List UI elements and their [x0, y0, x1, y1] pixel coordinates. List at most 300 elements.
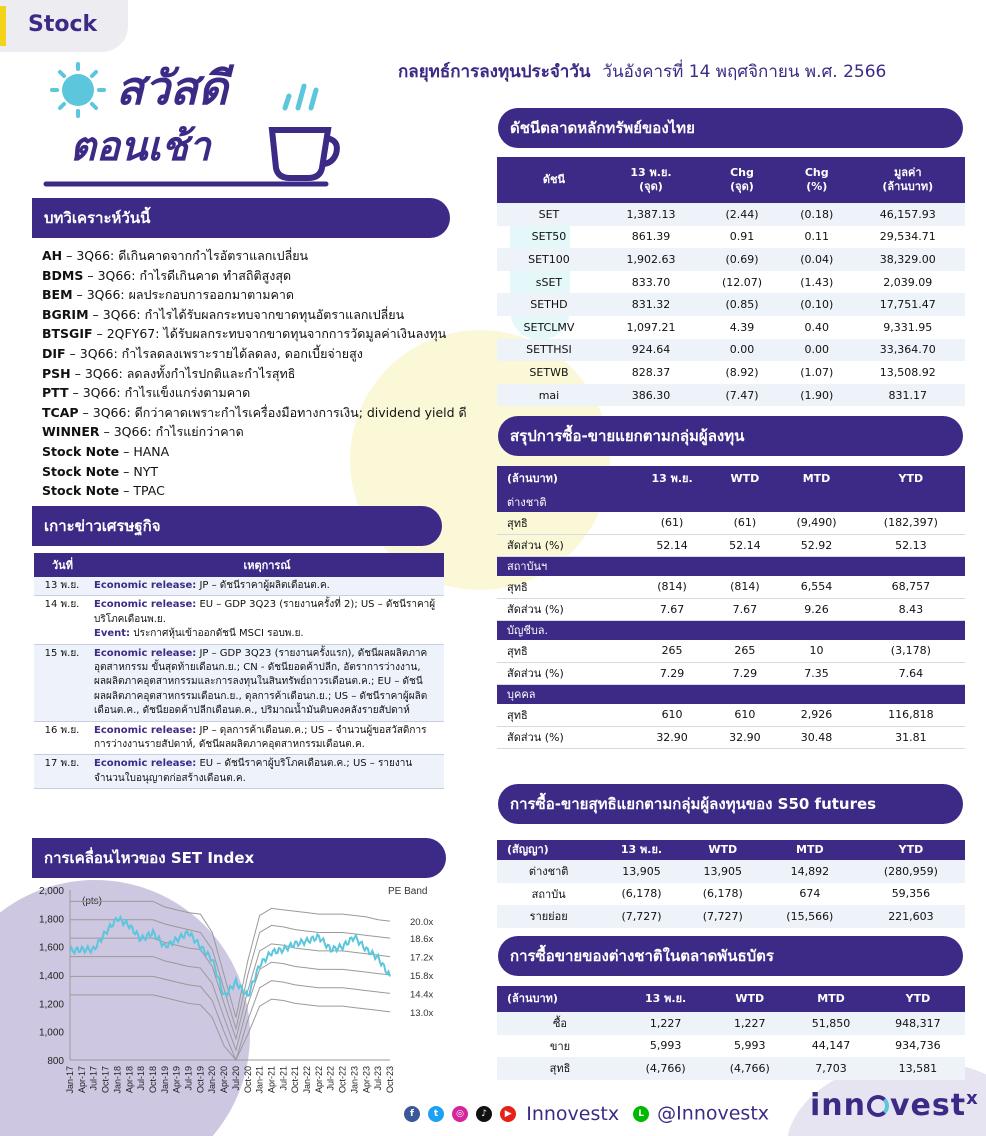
market-table-wrap	[497, 157, 965, 406]
cell-value: 386.30	[601, 384, 701, 407]
cell-value: (12.07)	[721, 275, 763, 289]
flows-section-title: สรุปการซื้อ-ขายแยกตามกลุ่มผู้ลงทุน	[510, 427, 745, 445]
cell-value: 4.39	[729, 320, 755, 334]
row-label: สุทธิ	[497, 576, 631, 598]
table-row	[497, 598, 965, 620]
col-header: 13 พ.ย.	[600, 840, 682, 860]
category-tag-accent	[0, 6, 6, 46]
col-header	[701, 157, 783, 203]
cell-value: 32.90	[713, 726, 776, 748]
cell-value: 948,317	[871, 1012, 965, 1035]
logo-line1: สวัสดี	[116, 61, 228, 115]
cell-value: (6,178)	[702, 887, 743, 901]
col-header: (ล้านบาท)	[497, 986, 623, 1012]
analysis-item[interactable]	[42, 442, 472, 462]
x-tick-label: Jan-22	[302, 1066, 313, 1094]
analysis-item-code: BTSGIF	[42, 326, 93, 342]
analysis-item[interactable]	[42, 481, 472, 501]
cell-value: 0.00	[701, 339, 783, 362]
x-tick-label: Apr-18	[124, 1066, 135, 1094]
cell-value: (7,727)	[683, 905, 763, 928]
col-header: WTD	[713, 466, 776, 492]
cell-value: 33,364.70	[851, 339, 965, 362]
table-row	[497, 662, 965, 684]
social-handle[interactable]: Innovestx	[526, 1102, 620, 1125]
table-row	[497, 726, 965, 748]
investor-flows-table	[497, 466, 965, 749]
col-header: MTD	[776, 466, 856, 492]
cell-value: 610	[631, 704, 714, 726]
analysis-item-code: Stock Note	[42, 483, 120, 499]
col-header: MTD	[791, 986, 871, 1012]
econ-section-header	[32, 506, 442, 546]
analysis-item-code: WINNER	[42, 424, 100, 440]
table-row	[497, 361, 965, 384]
col-header-line2: (จุด)	[639, 180, 663, 193]
x-tick-label: Jul-20	[230, 1066, 241, 1091]
pe-band-label: 14.4x	[410, 989, 434, 1001]
econ-event	[90, 721, 444, 755]
cell-value: 38,329.00	[851, 248, 965, 271]
cell-value: 8.43	[857, 598, 965, 620]
x-tick-label: Jan-23	[349, 1066, 360, 1094]
cell-value: (0.69)	[701, 248, 783, 271]
analysis-item[interactable]	[42, 285, 472, 305]
econ-release-label: Economic release:	[94, 580, 197, 591]
legend-title: PE Band	[388, 886, 428, 897]
table-row	[497, 512, 965, 534]
analysis-item-text: 3Q66: กำไรลดลงเพราะรายได้ลดลง, ดอกเบี้ยจ่ายสูง	[79, 345, 363, 361]
cell-value: (0.04)	[783, 248, 851, 271]
table-row	[497, 576, 965, 598]
analysis-item-text: 3Q66: กำไรได้รับผลกระทบจากขาดทุนอัตราแลกเปลี่ยน	[102, 306, 405, 322]
econ-release-label: Economic release:	[94, 599, 197, 611]
cell-value: 861.39	[631, 230, 671, 244]
set-index-chart	[0, 880, 470, 1100]
cell-value: (3,178)	[857, 640, 965, 662]
econ-release-label: Economic release:	[94, 647, 197, 659]
x-tick-label: Apr-21	[266, 1066, 277, 1094]
cell-value: 0.40	[804, 320, 829, 334]
brand-o-icon	[867, 1095, 889, 1117]
analysis-item-sep: –	[78, 404, 93, 420]
y-tick-label: 1,000	[38, 1027, 64, 1039]
econ-row	[34, 596, 444, 644]
cell-value: 831.17	[851, 384, 965, 407]
analysis-item-code: Stock Note	[42, 443, 120, 459]
analysis-item-sep: –	[119, 443, 134, 459]
analysis-item-text: 2QFY67: ได้รับผลกระทบจากขาดทุนจากการวัดมูลค่าเงินลงทุน	[106, 326, 447, 342]
row-label: ขาย	[549, 1039, 571, 1053]
econ-release-text: JP – ดุลการค้าเดือนต.ค.; US – จำนวนผู้ขอสวัสดิการการว่างงานรายสัปดาห์, ดัชนีผลผลิตภาคอุตสาหกรรมเดือนต.ค.	[94, 724, 427, 751]
analysis-item-text: 3Q66: กำไรแข็งแกร่งตามคาด	[82, 385, 251, 401]
greeting-logo	[40, 60, 340, 190]
row-label: สัดส่วน (%)	[497, 726, 631, 748]
econ-row	[34, 577, 444, 596]
econ-date: 16 พ.ย.	[34, 721, 90, 755]
futures-section-header	[498, 784, 963, 824]
cell-value: 1,387.13	[601, 203, 701, 226]
analysis-item[interactable]	[42, 344, 472, 364]
econ-release-label: Economic release:	[94, 758, 197, 770]
y-tick-label: 1,200	[38, 999, 64, 1011]
cell-value: (8.92)	[725, 365, 759, 379]
brand-text-c: x	[966, 1088, 979, 1109]
analysis-item-code: BEM	[42, 287, 73, 303]
cell-value: 1,227	[623, 1012, 708, 1035]
pe-band-label: 15.8x	[410, 971, 434, 982]
col-header: YTD	[857, 466, 965, 492]
pe-band-label: 18.6x	[410, 934, 434, 946]
logo-line2: ตอนเช้า	[70, 124, 211, 170]
group-name: บัญชีบล.	[497, 620, 965, 640]
econ-date: 15 พ.ย.	[34, 644, 90, 721]
econ-row	[34, 755, 444, 789]
col-header: YTD	[871, 986, 965, 1012]
category-tag-label: Stock	[28, 12, 98, 37]
cell-value: (1.90)	[783, 384, 851, 407]
cell-value: 7,703	[791, 1057, 871, 1080]
analysis-item-sep: –	[119, 483, 134, 499]
youtube-icon[interactable]: ▶	[500, 1106, 516, 1122]
col-header	[851, 157, 965, 203]
table-row	[497, 640, 965, 662]
y-tick-label: 800	[47, 1056, 64, 1067]
x-tick-label: Oct-20	[242, 1066, 253, 1094]
analysis-item-text: 3Q66: ลดลงทั้งกำไรปกติและกำไรสุทธิ	[84, 365, 296, 381]
analysis-list	[42, 246, 472, 501]
cell-value: 9,331.95	[883, 320, 933, 334]
analysis-item-code: PTT	[42, 385, 69, 401]
market-section-header	[498, 108, 963, 148]
x-tick-label: Apr-23	[361, 1066, 372, 1094]
analysis-item-sep: –	[119, 463, 134, 479]
analysis-item[interactable]	[42, 305, 472, 325]
econ-date: 13 พ.ย.	[34, 577, 90, 596]
analysis-section-title: บทวิเคราะห์วันนี้	[44, 209, 151, 227]
row-label: สัดส่วน (%)	[497, 598, 631, 620]
group-row	[497, 492, 965, 512]
analysis-item-text: 3Q66: ดีกว่าคาดเพราะกำไรเครื่องมือทางการเงิน; dividend yield ดี	[92, 404, 467, 420]
cell-value: (6,178)	[621, 887, 662, 901]
cell-value: (15,566)	[763, 905, 857, 928]
analysis-item-code: PSH	[42, 365, 71, 381]
pe-band-line	[70, 920, 390, 1029]
col-header-line1: ดัชนี	[542, 173, 566, 186]
cell-value: (2.44)	[701, 203, 783, 226]
cell-value: (9,490)	[776, 512, 856, 534]
analysis-item-sep: –	[68, 385, 83, 401]
social-bar	[404, 1102, 769, 1125]
cell-value: 6,554	[776, 576, 856, 598]
x-tick-label: Oct-19	[195, 1066, 206, 1094]
econ-col-date: วันที่	[34, 553, 90, 577]
cell-value: 59,356	[891, 887, 931, 901]
econ-row	[34, 721, 444, 755]
x-tick-label: Apr-20	[219, 1066, 230, 1094]
group-name: บุคคล	[497, 684, 965, 704]
row-label: SETCLMV	[523, 320, 575, 334]
table-row	[497, 203, 965, 226]
analysis-item-code: AH	[42, 248, 63, 263]
analysis-item-code: BDMS	[42, 267, 84, 283]
pe-band-label: 13.0x	[410, 1007, 434, 1019]
analysis-item-text: NYT	[133, 463, 158, 479]
col-header-line2: (จุด)	[730, 180, 754, 193]
econ-release-label: Economic release:	[94, 724, 197, 736]
analysis-item-sep: –	[62, 248, 77, 263]
x-tick-label: Jul-17	[88, 1066, 99, 1091]
table-row	[497, 316, 965, 339]
col-header-line1: มูลค่า	[894, 166, 922, 179]
futures-table-wrap	[497, 840, 965, 928]
econ-section-title: เกาะข่าวเศรษฐกิจ	[44, 517, 161, 535]
bonds-table	[497, 986, 965, 1080]
cell-value: 7.29	[713, 662, 776, 684]
cell-value: 5,993	[733, 1039, 766, 1053]
analysis-item-text: TPAC	[133, 483, 165, 499]
x-tick-label: Apr-17	[76, 1066, 87, 1094]
cell-value: 13,508.92	[879, 365, 936, 379]
cell-value: 934,736	[895, 1039, 941, 1053]
cell-value: (1.07)	[800, 365, 834, 379]
group-name: สถาบันฯ	[497, 556, 965, 576]
analysis-item[interactable]	[42, 266, 472, 286]
cell-value: 265	[631, 640, 714, 662]
analysis-item-text: 3Q66: กำไรดีเกินคาด ทำสถิติสูงสุด	[97, 267, 292, 283]
analysis-item-code: TCAP	[42, 404, 79, 420]
analysis-item[interactable]	[42, 462, 472, 482]
cell-value: 13,905	[683, 860, 763, 883]
col-header-line2: (%)	[806, 180, 828, 193]
row-label: SETHD	[497, 293, 601, 316]
y-tick-label: 1,800	[38, 914, 64, 926]
econ-release-text: JP – ดัชนีราคาผู้ผลิตเดือนต.ค.	[199, 580, 330, 591]
cell-value: 2,926	[776, 704, 856, 726]
econ-release-text: EU – GDP 3Q23 (รายงานครั้งที่ 2); US – ดัชนีราคาผู้บริโภคเดือนพ.ย.	[94, 599, 436, 625]
analysis-item-sep: –	[72, 287, 87, 303]
cell-value: 10	[776, 640, 856, 662]
x-tick-label: Oct-17	[100, 1066, 111, 1094]
row-label: SETTHSI	[497, 339, 601, 362]
cell-value: (182,397)	[857, 512, 965, 534]
col-header: 13 พ.ย.	[623, 986, 708, 1012]
econ-event-label: Event:	[94, 628, 131, 640]
econ-event-text: ประกาศหุ้นเข้าออกดัชนี MSCI รอบพ.ย.	[133, 628, 304, 640]
cell-value: 51,850	[791, 1012, 871, 1035]
row-label: sSET	[535, 275, 563, 289]
cell-value: (0.85)	[701, 293, 783, 316]
y-axis-label: (pts)	[82, 896, 102, 907]
row-label: SET100	[497, 248, 601, 271]
table-row	[497, 271, 965, 294]
y-tick-label: 1,600	[38, 942, 64, 954]
cell-value: 221,603	[857, 905, 965, 928]
row-label: รายย่อย	[497, 905, 600, 928]
bonds-section-title: การซื้อขายของต่างชาติในตลาดพันธบัตร	[510, 947, 774, 965]
y-tick-label: 1,400	[38, 971, 64, 982]
row-label: สุทธิ	[497, 512, 631, 534]
econ-release-text: JP – GDP 3Q23 (รายงานครั้งแรก), ดัชนีผลผลิตภาคอุตสาหกรรม ขั้นสุดท้ายเดือนก.ย.; CN - ดัชนียอดค้าปลีก, อัตราการว่างงาน, ผลผลิตภาคอุตสาหกรรมและการลงทุนในสินทรัพย์ถาวรเดือนต.ค.; EU – ดัชนีผลผลิตภาคอุตสาหกรรมเดือนก.ย., ดุลการค้าเดือนก.ย.; US – ดัชนีราคาผู้ผลิตเดือนต.ค., ดัชนียอดค้าปลีกเดือนต.ค., ปริมาณน้ำมันดิบคงคลังรายสัปดาห์	[94, 647, 428, 717]
row-label: SET	[497, 203, 601, 226]
chart-section-title: การเคลื่อนไหวของ SET Index	[44, 849, 255, 867]
cell-value: 265	[713, 640, 776, 662]
row-label: mai	[497, 384, 601, 407]
futures-table	[497, 840, 965, 928]
cell-value: (7.47)	[701, 384, 783, 407]
cell-value: (0.18)	[783, 203, 851, 226]
econ-event	[90, 644, 444, 721]
flows-table-wrap	[497, 466, 965, 749]
cell-value: 52.14	[631, 534, 714, 556]
cell-value: 13,905	[600, 860, 682, 883]
econ-table-wrap	[34, 553, 444, 789]
analysis-item-code: Stock Note	[42, 463, 120, 479]
cell-value: 0.00	[783, 339, 851, 362]
table-row	[497, 883, 965, 906]
x-tick-label: Jul-18	[136, 1066, 147, 1091]
cell-value: 924.64	[601, 339, 701, 362]
analysis-item[interactable]	[42, 246, 472, 266]
cell-value: 32.90	[631, 726, 714, 748]
col-header: (สัญญา)	[497, 840, 600, 860]
tiktok-icon[interactable]: ♪	[476, 1106, 492, 1122]
col-header	[497, 157, 601, 203]
flows-section-header	[498, 416, 963, 456]
cell-value: 17,751.47	[851, 293, 965, 316]
econ-release-text: EU – ดัชนีราคาผู้บริโภคเดือนต.ค.; US – รายงานจำนวนใบอนุญาตก่อสร้างเดือนต.ค.	[94, 758, 413, 784]
econ-table	[34, 553, 444, 789]
cell-value: (7,727)	[600, 905, 682, 928]
table-row	[497, 534, 965, 556]
cell-value: 52.13	[857, 534, 965, 556]
cell-value: 833.70	[631, 275, 671, 289]
analysis-section-header	[32, 198, 450, 238]
page-date: วันอังคารที่ 14 พฤศจิกายน พ.ศ. 2566	[602, 62, 887, 82]
cell-value: 1,227	[708, 1012, 791, 1035]
analysis-item[interactable]	[42, 403, 472, 423]
group-row	[497, 556, 965, 576]
instagram-icon[interactable]: ◎	[452, 1106, 468, 1122]
brand-text-b: vest	[890, 1088, 967, 1123]
cell-value: 1,902.63	[601, 248, 701, 271]
econ-row	[34, 644, 444, 721]
x-tick-label: Jul-22	[325, 1066, 336, 1091]
line-handle[interactable]: @Innovestx	[657, 1102, 770, 1125]
cell-value: (4,766)	[623, 1057, 708, 1080]
cell-value: 0.91	[729, 230, 755, 244]
x-tick-label: Jan-19	[159, 1066, 170, 1094]
x-tick-label: Jan-21	[254, 1066, 265, 1094]
col-header: 13 พ.ย.	[631, 466, 714, 492]
x-tick-label: Jan-17	[65, 1066, 75, 1094]
cell-value: 7.35	[776, 662, 856, 684]
market-index-table	[497, 157, 965, 406]
x-tick-label: Oct-21	[290, 1066, 301, 1094]
analysis-item-text: 3Q66: ผลประกอบการออกมาตามคาด	[86, 287, 294, 303]
brand-logo	[810, 1088, 979, 1123]
table-row	[497, 1057, 965, 1080]
row-label: SET50	[531, 230, 567, 244]
row-label: ต่างชาติ	[497, 860, 600, 883]
cell-value: 52.92	[776, 534, 856, 556]
cell-value: 828.37	[631, 365, 671, 379]
twitter-icon[interactable]: t	[428, 1106, 444, 1122]
row-label: สุทธิ	[497, 1057, 623, 1080]
cell-value: 9.26	[776, 598, 856, 620]
futures-section-title: การซื้อ-ขายสุทธิแยกตามกลุ่มผู้ลงทุนของ S50 futures	[510, 795, 877, 813]
cell-value: 44,147	[811, 1039, 851, 1053]
econ-event	[90, 596, 444, 644]
cell-value: (1.43)	[800, 275, 834, 289]
analysis-item[interactable]	[42, 422, 472, 442]
col-header-line1: Chg	[730, 166, 754, 179]
cell-value: (814)	[631, 576, 714, 598]
row-label: สัดส่วน (%)	[497, 534, 631, 556]
page-title: กลยุทธ์การลงทุนประจำวัน	[398, 62, 591, 82]
analysis-item-sep: –	[65, 345, 80, 361]
cell-value: 13,581	[871, 1057, 965, 1080]
facebook-icon[interactable]: f	[404, 1106, 420, 1122]
x-tick-label: Jul-23	[373, 1066, 384, 1091]
analysis-item-code: BGRIM	[42, 306, 89, 322]
x-tick-label: Oct-23	[385, 1066, 395, 1094]
col-header: (ล้านบาท)	[497, 466, 631, 492]
row-label: สัดส่วน (%)	[497, 662, 631, 684]
col-header: WTD	[708, 986, 791, 1012]
pe-band-line	[70, 995, 390, 1060]
cell-value: (0.10)	[783, 293, 851, 316]
cell-value: 7.67	[631, 598, 714, 620]
cell-value: 831.32	[601, 293, 701, 316]
analysis-item-sep: –	[92, 326, 107, 342]
cell-value: 29,534.71	[879, 230, 936, 244]
table-row	[497, 339, 965, 362]
cell-value: (61)	[631, 512, 714, 534]
x-tick-label: Jan-18	[112, 1066, 123, 1094]
bonds-table-wrap	[497, 986, 965, 1080]
line-icon[interactable]: L	[633, 1106, 649, 1122]
chart-section-header	[32, 838, 446, 878]
y-tick-label: 2,000	[38, 886, 64, 897]
cell-value: 7.64	[857, 662, 965, 684]
cell-value: 14,892	[763, 860, 857, 883]
econ-event	[90, 577, 444, 596]
analysis-item[interactable]	[42, 324, 472, 344]
analysis-item[interactable]	[42, 383, 472, 403]
x-tick-label: Apr-22	[313, 1066, 324, 1094]
analysis-item[interactable]	[42, 364, 472, 384]
cell-value: 116,818	[857, 704, 965, 726]
x-tick-label: Oct-18	[147, 1066, 158, 1094]
cell-value: 674	[799, 887, 821, 901]
x-tick-label: Jul-21	[278, 1066, 289, 1091]
econ-date: 17 พ.ย.	[34, 755, 90, 789]
table-row	[497, 1035, 965, 1058]
pe-band-label: 17.2x	[410, 952, 434, 964]
page-header	[398, 58, 886, 85]
table-row	[497, 293, 965, 316]
analysis-item-text: 3Q66: ดีเกินคาดจากกำไรอัตราแลกเปลี่ยน	[76, 248, 309, 263]
cell-value: 1,097.21	[626, 320, 676, 334]
bonds-section-header	[498, 936, 963, 976]
pe-band-line	[70, 957, 390, 1051]
col-header	[601, 157, 701, 203]
analysis-item-text: HANA	[133, 443, 170, 459]
brand-text-a: inn	[810, 1088, 866, 1123]
cell-value: 46,157.93	[851, 203, 965, 226]
analysis-item-code: DIF	[42, 345, 66, 361]
